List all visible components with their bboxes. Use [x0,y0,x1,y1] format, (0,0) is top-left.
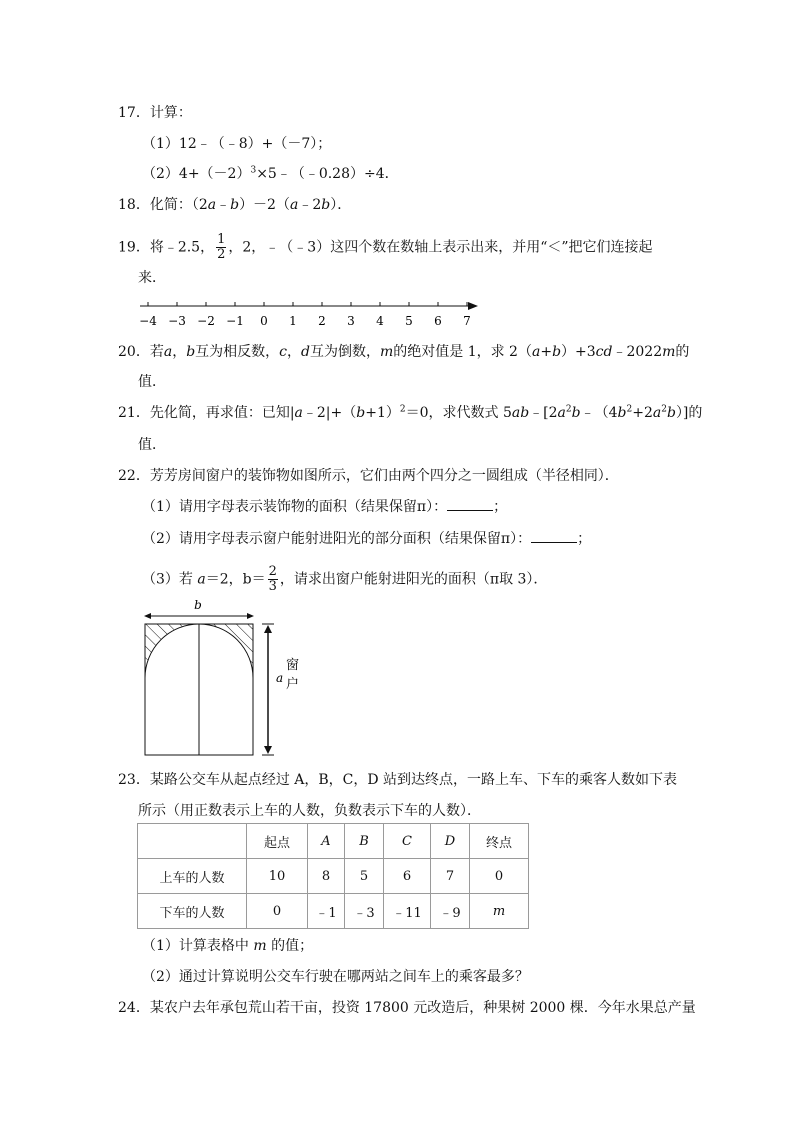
table-cell: 10 [247,859,308,894]
q23-part2: （2）通过计算说明公交车行驶在哪两站之间车上的乘客最多？ [142,969,529,985]
q24-line1: 24．某农户去年承包荒山若干亩，投资 17800 元改造后，种果树 2000 棵．今年水果总产量 [118,1000,696,1016]
number-line-label: 5 [405,314,413,328]
q19-fraction: $\frac{1}{2}$ [217,232,226,262]
table-cell: m [470,894,529,929]
number-line [130,296,490,330]
q23-part1: （1）计算表格中 m 的值； [142,938,314,954]
number-line-label: 0 [260,314,268,328]
q17-part1: （1）12﹣（﹣8）+（－7）； [142,136,332,152]
table-cell: ﹣3 [345,894,384,929]
q22-part1: （1）请用字母表示装饰物的面积（结果保留π）： ； [142,499,508,515]
label-window-1: 窗 [286,658,300,673]
number-line-label: 4 [376,314,384,328]
number-line-label: 2 [318,314,326,328]
table-cell: 8 [308,859,345,894]
number-line-label: 6 [434,314,442,328]
table-header: 终点 [470,824,529,859]
table-cell: 0 [470,859,529,894]
table-row [138,894,529,929]
table-header: D [431,824,470,859]
q22-part3: （3）若 a＝2，b＝ $\frac{2}{3}$ ，请求出窗户能射进阳光的面积（π取 3）． [142,564,548,594]
table-header: 起点 [247,824,308,859]
q22-title: 22．芳芳房间窗户的装饰物如图所示，它们由两个四分之一圆组成（半径相同）． [118,468,619,484]
table-cell: 0 [247,894,308,929]
table-header: B [345,824,384,859]
decoration-right [199,624,253,678]
number-line-label: 7 [463,314,471,328]
label-a: a [276,671,284,685]
label-b: b [194,598,202,612]
q22-part2: （2）请用字母表示窗户能射进阳光的部分面积（结果保留π）： ； [142,531,592,547]
table-cell: ﹣1 [308,894,345,929]
q19-text: 19．将﹣2.5， $\frac{1}{2}$ ，2，﹣（﹣3）这四个数在数轴上表示出来，并用“＜”把它们连接起 [118,232,653,262]
table-header: C [384,824,431,859]
bus-table [137,823,529,929]
decoration-left [145,624,199,678]
number-line-arrow [468,302,478,310]
label-window-2: 户 [286,677,300,692]
table-cell: ﹣9 [431,894,470,929]
number-line-label: −2 [197,314,215,328]
number-line-label: 1 [289,314,297,328]
q18-text: 18．化简：（2a﹣b）－2（a﹣2b）． [118,197,352,213]
q22-fraction: $\frac{2}{3}$ [268,564,277,594]
q20-line2: 值． [138,374,166,390]
table-cell: 上车的人数 [138,859,247,894]
table-cell: 5 [345,859,384,894]
q17-part2: $(2)4+(-2)^3\times 5﹣(﹣0.28)\div 4$． [142,165,399,182]
number-line-label: −4 [139,314,157,328]
q21-line1: 21．先化简，再求值：已知$|a﹣2|+(b+1)^2=0$，求代数式 $5ab﹣[2a^2b﹣(4b^2+2a^2b)]$的 [118,404,703,421]
q17-title: 17．计算： [118,105,192,121]
table-cell: ﹣11 [384,894,431,929]
table-header: A [308,824,345,859]
answer-blank-2 [531,530,577,543]
table-cell: 7 [431,859,470,894]
q21-line2: 值． [138,437,166,453]
number-line-label: 3 [347,314,355,328]
q19-cont: 来． [138,270,166,286]
window-figure [140,596,310,760]
number-line-label: −1 [226,314,244,328]
q20-line1: 20．若a，b互为相反数，c，d互为倒数，m的绝对值是 1，求 2（a+b）+3cd﹣2022m的 [118,344,690,360]
table-header-row [138,824,529,859]
table-cell: 下车的人数 [138,894,247,929]
answer-blank-1 [447,498,493,511]
table-cell: 6 [384,859,431,894]
table-header [138,824,247,859]
q23-line1: 23．某路公交车从起点经过 A，B，C，D 站到达终点，一路上车、下车的乘客人数如下表 [118,772,678,788]
number-line-label: −3 [168,314,186,328]
table-row [138,859,529,894]
q23-line2: 所示（用正数表示上车的人数，负数表示下车的人数）． [138,803,481,819]
